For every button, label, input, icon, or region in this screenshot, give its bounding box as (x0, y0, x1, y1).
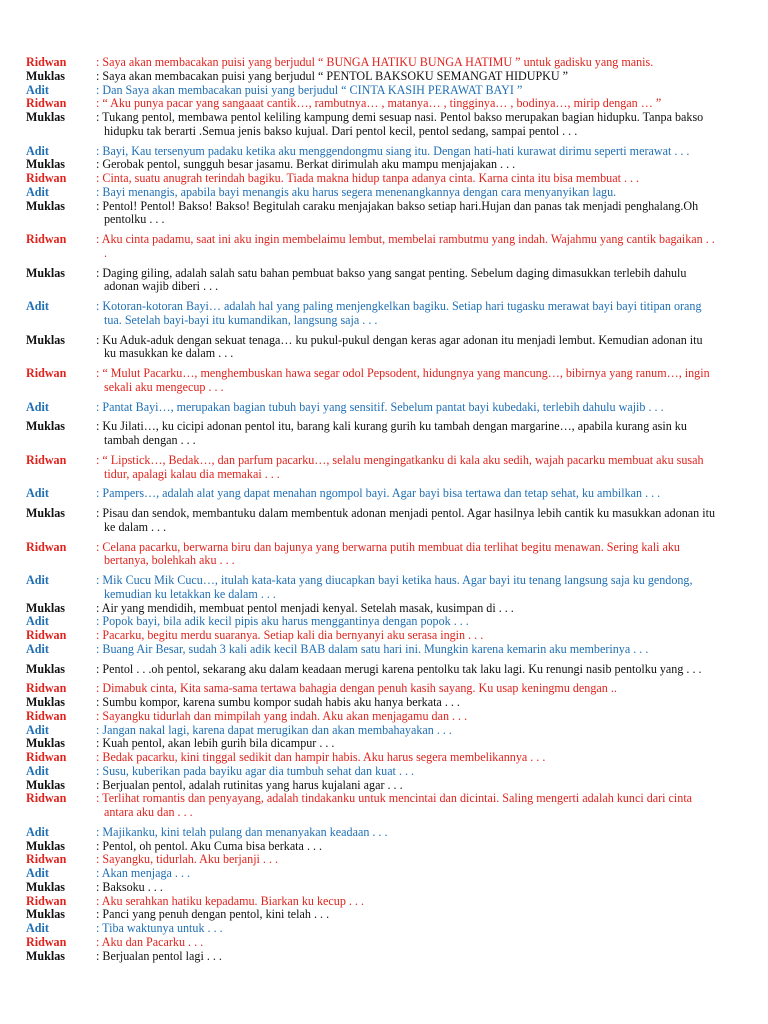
dialogue-text: : Pentol, oh pentol. Aku Cuma bisa berkata . . . (96, 838, 323, 853)
dialogue-line (26, 922, 716, 936)
dialogue-text: : “ Aku punya pacar yang sangaaat cantik…, rambutnya… , matanya… , tingginya… , bodinya…, mirip dengan … ” (96, 96, 662, 111)
dialogue-text: : Baksoku . . . (96, 879, 163, 894)
dialogue-text: : Bedak pacarku, kini tinggal sedikit dan hampir habis. Aku harus segera membelikannya . . . (96, 750, 546, 764)
dialogue-line (26, 334, 716, 362)
dialogue-line (26, 233, 716, 261)
dialogue-line (26, 908, 716, 922)
dialogue-line (26, 602, 716, 616)
dialogue-text: : Berjualan pentol, adalah rutinitas yang harus kujalani agar . . . (96, 777, 403, 792)
dialogue-line (26, 779, 716, 793)
speaker-name: Adit (26, 299, 49, 313)
dialogue-text: : Dimabuk cinta, Kita sama-sama tertawa bahagia dengan penuh kasih sayang. Ku usap keningmu dengan .. (96, 681, 617, 696)
speaker-name: Ridwan (26, 708, 67, 723)
dialogue-text: : Sayangku, tidurlah. Aku berjanji . . . (96, 852, 279, 867)
dialogue-text: : Cinta, suatu anugrah terindah bagiku. Tiada makna hidup tanpa adanya cinta. Karna cinta itu bisa membuat . . . (96, 171, 640, 185)
speaker-name: Muklas (26, 157, 65, 172)
speaker-name: Muklas (26, 506, 65, 520)
dialogue-line (26, 867, 716, 881)
speaker-name: Ridwan (26, 366, 67, 380)
dialogue-text: : Pantat Bayi…, merupakan bagian tubuh bayi yang sensitif. Sebelum pantat bayi kubedaki, terlebih dahulu wajib . . . (96, 399, 664, 414)
dialogue-text: : Sayangku tidurlah dan mimpilah yang indah. Aku akan menjagamu dan . . . (96, 708, 468, 723)
speaker-name: Ridwan (26, 232, 67, 246)
dialogue-line (26, 84, 716, 98)
speaker-name: Muklas (26, 661, 65, 676)
dialogue-line (26, 737, 716, 751)
speaker-name: Ridwan (26, 452, 67, 467)
speaker-name: Ridwan (26, 171, 67, 185)
speaker-name: Muklas (26, 838, 65, 853)
dialogue-text: : Saya akan membacakan puisi yang berjudul “ PENTOL BAKSOKU SEMANGAT HIDUPKU ” (96, 68, 569, 83)
speaker-name: Adit (26, 641, 49, 656)
dialogue-line (26, 56, 716, 70)
speaker-name: Muklas (26, 736, 65, 751)
dialogue-line (26, 853, 716, 867)
dialogue-line (26, 158, 716, 172)
speaker-name: Muklas (26, 419, 65, 434)
dialogue-line (26, 454, 716, 482)
speaker-name: Ridwan (26, 791, 67, 806)
dialogue-text: : Jangan nakal lagi, karena dapat merugikan dan akan membahayakan . . . (96, 722, 452, 737)
dialogue-text: : Pacarku, begitu merdu suaranya. Setiap kali dia bernyanyi aku serasa ingin . . . (96, 628, 484, 642)
speaker-name: Ridwan (26, 934, 67, 949)
dialogue-line (26, 541, 716, 569)
speaker-name: Adit (26, 866, 49, 880)
dialogue-line (26, 267, 716, 295)
speaker-name: Adit (26, 722, 49, 737)
dialogue-line (26, 401, 716, 415)
speaker-name: Adit (26, 763, 49, 778)
dialogue-text: : Kotoran-kotoran Bayi… adalah hal yang paling menjengkelkan bagiku. Setiap hari tugasku merawat bayi bayi titipan orang tua. Setelah bayi-bayi itu kumandikan, langsung saja . . . (96, 299, 702, 327)
dialogue-line (26, 710, 716, 724)
dialogue-text: : Ku Aduk-aduk dengan sekuat tenaga… ku pukul-pukul dengan keras agar adonan itu menjadi lembut. Kemudian adonan itu ku masukkan ke dalam . . . (96, 332, 703, 361)
dialogue-line (26, 895, 716, 909)
dialogue-line (26, 682, 716, 696)
dialogue-text: : Kuah pentol, akan lebih gurih bila dicampur . . . (96, 736, 335, 751)
dialogue-text: : “ Lipstick…, Bedak…, dan parfum pacarku…, selalu mengingatkanku di kala aku sedih, wajah pacarku membuat aku susah tidur, apalagi kalau dia memakai . . . (96, 452, 704, 481)
dialogue-line (26, 97, 716, 111)
speaker-name: Muklas (26, 695, 65, 709)
dialogue-line (26, 300, 716, 328)
speaker-name: Muklas (26, 600, 65, 615)
speaker-name: Adit (26, 143, 49, 158)
speaker-name: Adit (26, 399, 49, 414)
dialogue-text: : Pisau dan sendok, membantuku dalam membentuk adonan menjadi pentol. Agar hasilnya lebih cantik ku masukkan adonan itu ke dalam . . . (96, 506, 715, 534)
speaker-name: Ridwan (26, 55, 67, 69)
script-document (26, 56, 716, 963)
dialogue-text: : Sumbu kompor, karena sumbu kompor sudah habis aku hanya berkata . . . (96, 695, 460, 709)
speaker-name: Muklas (26, 332, 65, 347)
dialogue-line (26, 145, 716, 159)
dialogue-line (26, 936, 716, 950)
dialogue-line (26, 696, 716, 710)
dialogue-text: : Panci yang penuh dengan pentol, kini telah . . . (96, 907, 330, 922)
dialogue-line (26, 950, 716, 964)
dialogue-text: : Mik Cucu Mik Cucu…, itulah kata-kata yang diucapkan bayi ketika haus. Agar bayi itu tenang langsung saja ku gendong, kemudian ku letakkan ke dalam . . . (96, 573, 693, 601)
dialogue-text: : Daging giling, adalah salah satu bahan pembuat bakso yang sangat penting. Sebelum daging dimasukkan terlebih dahulu adonan wajib diberi . . . (96, 265, 687, 294)
dialogue-text: : Pentol . . .oh pentol, sekarang aku dalam keadaan merugi karena pentolku tak laku lagi. Ku renungi nasib pentolku yang . . . (96, 661, 702, 676)
speaker-name: Muklas (26, 777, 65, 792)
dialogue-line (26, 507, 716, 535)
speaker-name: Muklas (26, 948, 65, 963)
dialogue-text: : Celana pacarku, berwarna biru dan bajunya yang berwarna putih membuat dia terlihat begitu menawan. Sering kali aku bertanya, bolehkah aku . . . (96, 539, 680, 568)
dialogue-text: : Saya akan membacakan puisi yang berjudul “ BUNGA HATIKU BUNGA HATIMU ” untuk gadisku yang manis. (96, 55, 654, 69)
dialogue-text: : Aku serahkan hatiku kepadamu. Biarkan ku kecup . . . (96, 893, 365, 908)
dialogue-text: : Pentol! Pentol! Bakso! Bakso! Begitulah caraku menjajakan bakso setiap hari.Hujan dan panas tak menjadi penghalang.Oh pentolku . . . (96, 198, 699, 227)
speaker-name: Adit (26, 614, 49, 629)
dialogue-text: : Tukang pentol, membawa pentol keliling kampung demi sesuap nasi. Pentol bakso merupakan bagian hidupku. Tanpa bakso hidupku tak berarti .Semua jenis bakso kujual. Dari pentol kecil, pentol sedang, sampai pentol . . . (96, 110, 704, 138)
speaker-name: Muklas (26, 110, 65, 124)
dialogue-line (26, 792, 716, 820)
dialogue-line (26, 765, 716, 779)
speaker-name: Muklas (26, 68, 65, 83)
speaker-name: Ridwan (26, 628, 67, 642)
speaker-name: Adit (26, 573, 49, 587)
dialogue-line (26, 420, 716, 448)
dialogue-text: : Susu, kuberikan pada bayiku agar dia tumbuh sehat dan kuat . . . (96, 763, 415, 778)
speaker-name: Muklas (26, 907, 65, 922)
dialogue-line (26, 172, 716, 186)
dialogue-text: : Bayi, Kau tersenyum padaku ketika aku menggendongmu siang itu. Dengan hati-hati kurawat dirimu seperti merawat . . . (96, 143, 690, 158)
speaker-name: Ridwan (26, 681, 67, 696)
dialogue-line (26, 615, 716, 629)
speaker-name: Adit (26, 82, 49, 97)
speaker-name: Ridwan (26, 96, 67, 111)
dialogue-line (26, 629, 716, 643)
dialogue-line (26, 487, 716, 501)
dialogue-text: : Terlihat romantis dan penyayang, adalah tindakanku untuk mencintai dan dicintai. Saling mengerti adalah kunci dari cinta antara aku dan . . . (96, 791, 693, 819)
speaker-name: Adit (26, 486, 49, 501)
speaker-name: Ridwan (26, 539, 67, 554)
dialogue-text: : Dan Saya akan membacakan puisi yang berjudul “ CINTA KASIH PERAWAT BAYI ” (96, 82, 523, 97)
speaker-name: Adit (26, 824, 49, 839)
dialogue-text: : “ Mulut Pacarku…, menghembuskan hawa segar odol Pepsodent, hidungnya yang mancung…, bibirnya yang ranum…, ingin sekali aku mengecup . . . (96, 366, 710, 394)
dialogue-text: : Majikanku, kini telah pulang dan menanyakan keadaan . . . (96, 824, 388, 839)
dialogue-text: : Buang Air Besar, sudah 3 kali adik kecil BAB dalam satu hari ini. Mungkin karena kemarin aku memberinya . . . (96, 641, 649, 656)
dialogue-text: : Aku cinta padamu, saat ini aku ingin membelaimu lembut, membelai rambutmu yang indah. Wajahmu yang cantik bagaikan . . . (96, 232, 715, 260)
dialogue-text: : Berjualan pentol lagi . . . (96, 948, 222, 963)
speaker-name: Adit (26, 921, 49, 935)
dialogue-line (26, 751, 716, 765)
dialogue-line (26, 840, 716, 854)
speaker-name: Muklas (26, 265, 65, 280)
dialogue-line (26, 70, 716, 84)
dialogue-text: : Pampers…, adalah alat yang dapat menahan ngompol bayi. Agar bayi bisa tertawa dan tetap sehat, ku ambilkan . . . (96, 486, 661, 501)
dialogue-text: : Gerobak pentol, sungguh besar jasamu. Berkat dirimulah aku mampu menjajakan . . . (96, 157, 516, 172)
dialogue-line (26, 643, 716, 657)
dialogue-line (26, 724, 716, 738)
dialogue-line (26, 111, 716, 139)
speaker-name: Ridwan (26, 852, 67, 867)
speaker-name: Adit (26, 184, 49, 199)
dialogue-line (26, 574, 716, 602)
dialogue-text: : Tiba waktunya untuk . . . (96, 921, 223, 935)
dialogue-line (26, 367, 716, 395)
speaker-name: Muklas (26, 198, 65, 213)
dialogue-line (26, 200, 716, 228)
dialogue-text: : Akan menjaga . . . (96, 866, 191, 880)
speaker-name: Ridwan (26, 893, 67, 908)
dialogue-text: : Air yang mendidih, membuat pentol menjadi kenyal. Setelah masak, kusimpan di . . . (96, 600, 514, 615)
dialogue-text: : Ku Jilati…, ku cicipi adonan pentol itu, barang kali kurang gurih ku tambah dengan margarine…, apabila kurang asin ku tambah dengan . . . (96, 419, 687, 447)
dialogue-line (26, 826, 716, 840)
dialogue-line (26, 881, 716, 895)
dialogue-text: : Popok bayi, bila adik kecil pipis aku harus menggantinya dengan popok . . . (96, 614, 469, 629)
dialogue-text: : Aku dan Pacarku . . . (96, 934, 204, 949)
speaker-name: Muklas (26, 879, 65, 894)
dialogue-line (26, 186, 716, 200)
speaker-name: Ridwan (26, 750, 67, 764)
dialogue-line (26, 663, 716, 677)
dialogue-text: : Bayi menangis, apabila bayi menangis aku harus segera menenangkannya dengan cara menyanyikan lagu. (96, 184, 617, 199)
